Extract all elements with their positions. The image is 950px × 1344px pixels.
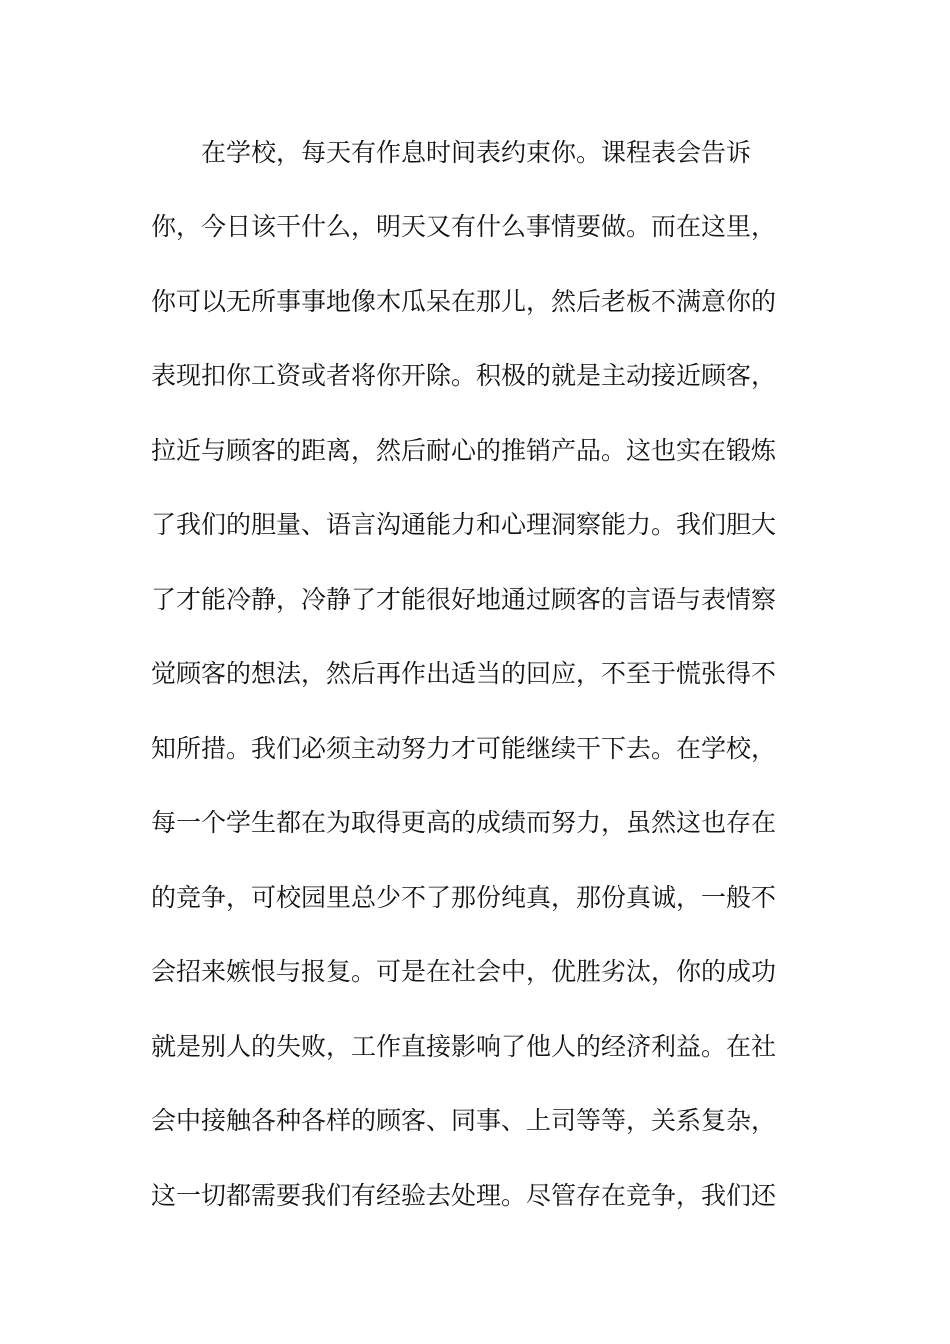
paragraph-line: 你，今日该干什么，明天又有什么事情要做。而在这里，: [151, 212, 777, 241]
paragraph-line: 会招来嫉恨与报复。可是在社会中，优胜劣汰，你的成功: [151, 957, 777, 986]
paragraph-line: 觉顾客的想法，然后再作出适当的回应，不至于慌张得不: [151, 659, 777, 688]
paragraph-line: 每一个学生都在为取得更高的成绩而努力，虽然这也存在: [151, 808, 777, 837]
paragraph-line: 的竞争，可校园里总少不了那份纯真，那份真诚，一般不: [151, 883, 777, 912]
paragraph-line: 会中接触各种各样的顾客、同事、上司等等，关系复杂，: [151, 1106, 777, 1135]
paragraph-line: 了才能冷静，冷静了才能很好地通过顾客的言语与表情察: [151, 585, 777, 614]
paragraph-line: 这一切都需要我们有经验去处理。尽管存在竞争，我们还: [151, 1181, 777, 1210]
paragraph-line: 表现扣你工资或者将你开除。积极的就是主动接近顾客，: [151, 361, 777, 390]
paragraph-line: 就是别人的失败，工作直接影响了他人的经济利益。在社: [151, 1032, 777, 1061]
paragraph-line: 拉近与顾客的距离，然后耐心的推销产品。这也实在锻炼: [151, 436, 777, 465]
paragraph-line: 在学校，每天有作息时间表约束你。课程表会告诉: [201, 138, 752, 167]
paragraph-line: 了我们的胆量、语言沟通能力和心理洞察能力。我们胆大: [151, 510, 777, 539]
paragraph-line: 知所措。我们必须主动努力才可能继续干下去。在学校，: [151, 734, 777, 763]
paragraph-line: 你可以无所事事地像木瓜呆在那儿，然后老板不满意你的: [151, 287, 777, 316]
